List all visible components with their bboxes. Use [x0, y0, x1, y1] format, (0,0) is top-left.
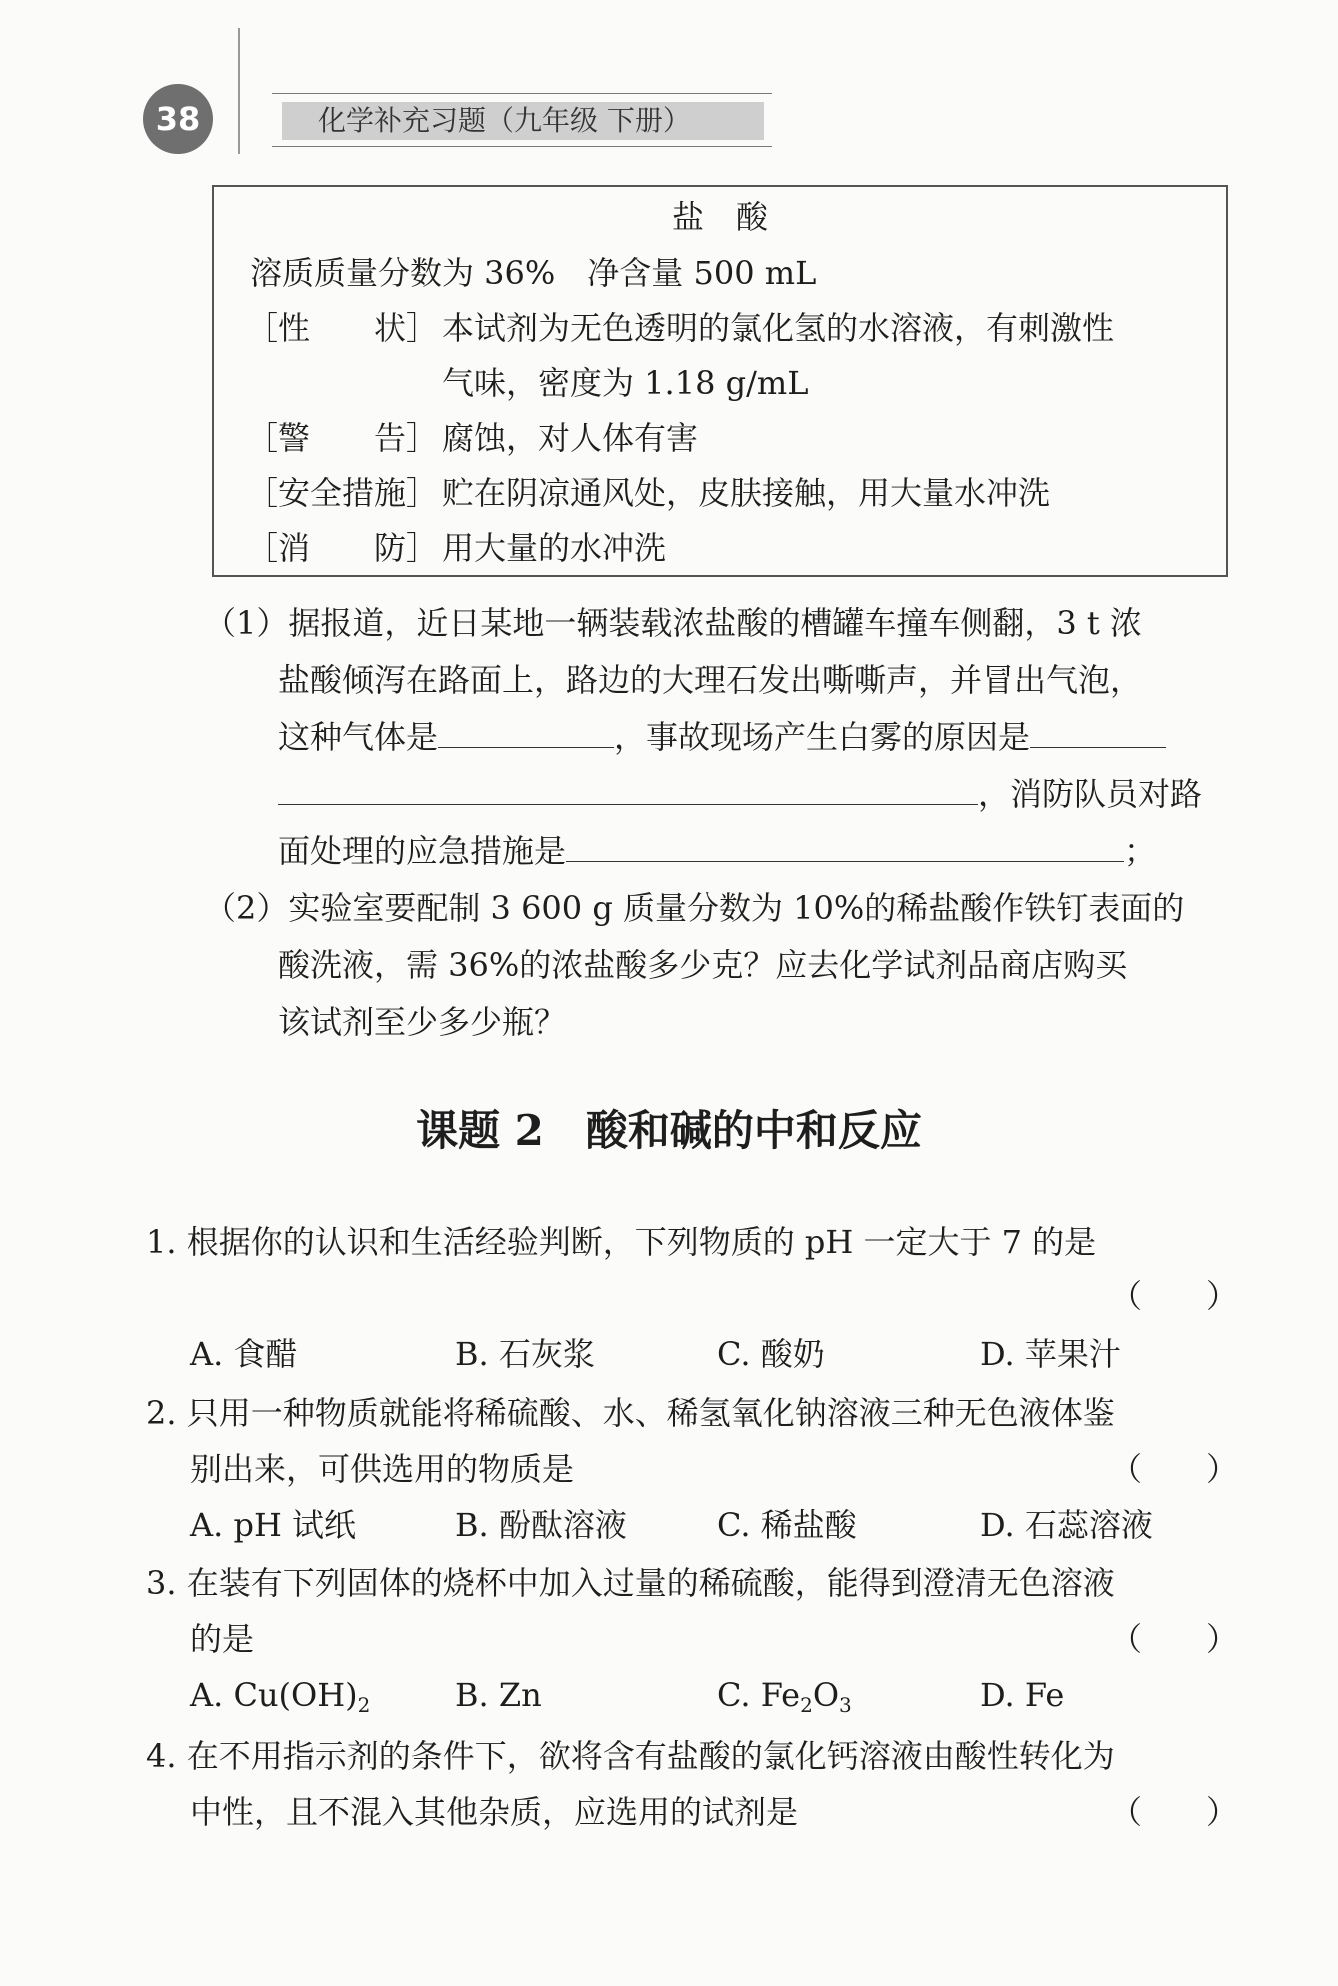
answer-blank-fog-reason-b[interactable] — [278, 774, 978, 805]
q3-stem-line1: 3. 在装有下列固体的烧杯中加入过量的稀硫酸，能得到澄清无色溶液 — [146, 1564, 1115, 1602]
prev-q2-line3: 该试剂至少多少瓶？ — [278, 1003, 567, 1041]
q1-option-c: C. 酸奶 — [717, 1335, 825, 1373]
prev-q1-line3-text-a: 这种气体是 — [278, 718, 439, 756]
q2-answer-paren[interactable]: （ ） — [1110, 1450, 1239, 1488]
q3-answer-paren[interactable]: （ ） — [1110, 1620, 1239, 1658]
prev-q1-line2: 盐酸倾泻在路面上，路边的大理石发出嘶嘶声，并冒出气泡， — [278, 661, 1143, 699]
q4-stem-line2: 中性，且不混入其他杂质，应选用的试剂是 — [190, 1793, 799, 1831]
label-property-value-2: 气味，密度为 1.18 g/mL — [442, 364, 809, 402]
header-top-rule — [272, 93, 772, 94]
prev-q1-line1: （1）据报道，近日某地一辆装载浓盐酸的槽罐车撞车侧翻，3 t 浓 — [204, 604, 1142, 642]
prev-q2-line1: （2）实验室要配制 3 600 g 质量分数为 10%的稀盐酸作铁钉表面的 — [204, 889, 1185, 927]
q3-option-a-subscript: 2 — [357, 1693, 371, 1717]
book-title: 化学补充习题（九年级 下册） — [282, 102, 764, 140]
label-warning-key: ［警 告］ — [246, 419, 439, 457]
q1-answer-paren[interactable]: （ ） — [1110, 1277, 1239, 1315]
prev-q1-line3 — [278, 717, 1166, 757]
q3-option-c-text: C. Fe — [717, 1676, 801, 1714]
label-property-key: ［性 状］ — [246, 309, 439, 347]
header-bottom-rule — [272, 146, 772, 147]
q3-option-b: B. Zn — [455, 1676, 542, 1714]
label-safety-value: 贮在阴凉通风处，皮肤接触，用大量水冲洗 — [442, 474, 1051, 512]
q2-option-d: D. 石蕊溶液 — [980, 1506, 1153, 1544]
q3-option-c-subscript-1: 2 — [800, 1693, 813, 1717]
q1-option-d: D. 苹果汁 — [980, 1335, 1121, 1373]
answer-blank-fog-reason-a[interactable] — [1030, 717, 1166, 748]
label-concentration-line: 溶质质量分数为 36% 净含量 500 mL — [250, 254, 817, 292]
q3-option-a — [190, 1675, 370, 1715]
q3-option-a-text: A. Cu(OH) — [190, 1676, 358, 1714]
q4-stem-line1: 4. 在不用指示剂的条件下，欲将含有盐酸的氯化钙溶液由酸性转化为 — [146, 1737, 1115, 1775]
label-property-value-1: 本试剂为无色透明的氯化氢的水溶液，有刺激性 — [442, 309, 1115, 347]
page-number-badge: 38 — [143, 84, 213, 154]
header-vertical-rule — [238, 28, 240, 154]
label-warning-value: 腐蚀，对人体有害 — [442, 419, 699, 457]
q1-option-b: B. 石灰浆 — [455, 1335, 595, 1373]
prev-q1-line3-text-b: ，事故现场产生白雾的原因是 — [614, 718, 1031, 756]
q4-answer-paren[interactable]: （ ） — [1110, 1793, 1239, 1831]
q1-stem: 1. 根据你的认识和生活经验判断，下列物质的 pH 一定大于 7 的是 — [146, 1223, 1097, 1261]
q2-stem-line1: 2. 只用一种物质就能将稀硫酸、水、稀氢氧化钠溶液三种无色液体鉴 — [146, 1394, 1115, 1432]
q2-stem-line2: 别出来，可供选用的物质是 — [190, 1450, 575, 1488]
prev-q1-line4-text: ，消防队员对路 — [978, 775, 1203, 813]
label-fire-value: 用大量的水冲洗 — [442, 529, 667, 567]
section-title: 课题 2 酸和碱的中和反应 — [416, 1106, 922, 1155]
q3-stem-line2: 的是 — [190, 1620, 255, 1658]
q1-option-a: A. 食醋 — [190, 1335, 298, 1373]
prev-q1-line5-text-a: 面处理的应急措施是 — [278, 832, 567, 870]
prev-q2-line2: 酸洗液，需 36%的浓盐酸多少克？应去化学试剂品商店购买 — [278, 946, 1128, 984]
q3-option-c-oxygen: O — [812, 1676, 840, 1714]
label-fire-key: ［消 防］ — [246, 529, 439, 567]
q3-option-c-subscript-2: 3 — [839, 1693, 852, 1717]
q3-option-c — [717, 1675, 852, 1715]
answer-blank-gas[interactable] — [438, 717, 614, 748]
prev-q1-line5-text-b: ； — [1124, 832, 1157, 870]
q3-option-d: D. Fe — [980, 1676, 1065, 1714]
prev-q1-line5 — [278, 831, 1156, 871]
q2-option-c: C. 稀盐酸 — [717, 1506, 857, 1544]
label-title: 盐 酸 — [671, 198, 768, 236]
q2-option-a: A. pH 试纸 — [190, 1506, 357, 1544]
answer-blank-emergency[interactable] — [566, 831, 1124, 862]
prev-q1-line4 — [278, 774, 1202, 814]
q2-option-b: B. 酚酞溶液 — [455, 1506, 627, 1544]
label-safety-key: ［安全措施］ — [246, 474, 439, 512]
